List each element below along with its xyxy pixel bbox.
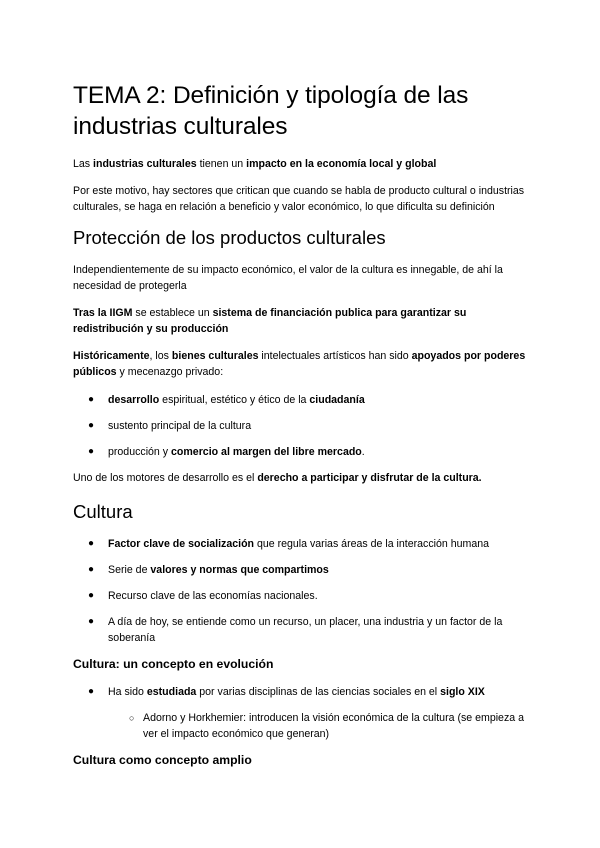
section2-bullet-list [73,536,533,646]
text-run: Uno de los motores de desarrollo es el [73,472,258,484]
section-heading-proteccion: Protección de los productos culturales [73,227,386,248]
list-item [73,444,533,460]
bold-text: bienes culturales [171,350,259,362]
bullet-icon: ● [88,616,95,627]
bullet-icon: ● [88,590,95,601]
text-run: . [361,446,365,458]
list-item [73,418,533,434]
sub-list-item [73,710,533,742]
text-run: , los [149,350,172,362]
sub1-bullet-list [73,684,533,700]
document-title: TEMA 2: Definición y tipología de las industrias culturales [73,82,469,140]
document-page [73,80,533,780]
bullet-icon: ● [88,686,95,697]
text-run: tienen un [196,158,247,170]
bullet-icon: ● [88,446,95,457]
text-run: y mecenazgo privado: [116,366,224,378]
text-run: Las [73,158,94,170]
bullet-icon: ● [88,420,95,431]
bold-text: apoyados por poderes públicos [73,350,526,378]
bold-text: valores y normas que compartimos [150,564,329,576]
section-heading-cultura: Cultura [73,501,133,522]
text-run: Adorno y Horkhemier: introducen la visión económica de la cultura (se empieza a ver el impacto económico que generan) [143,712,524,740]
subheading-concepto-evolucion: Cultura: un concepto en evolución [73,657,274,671]
section1-bullet-list [73,392,533,460]
sub1-subbullet-list [73,710,533,742]
text-run: Serie de [108,564,151,576]
section1-paragraph-3 [73,348,533,380]
text-run: espiritual, estético y ético de la [159,394,310,406]
list-item [73,614,533,646]
hollow-bullet-icon: ○ [129,713,135,723]
text-run: sustento principal de la cultura [108,420,252,432]
text-run: Recurso clave de las economías nacionales. [108,590,318,602]
bold-text: comercio al margen del libre mercado [171,446,362,458]
list-item [73,392,533,408]
bold-text: industrias culturales [93,158,197,170]
list-item [73,588,533,604]
bold-text: sistema de financiación publica para garantizar su redistribución y su producción [73,307,467,335]
bold-text: estudiada [146,686,197,698]
bullet-icon: ● [88,394,95,405]
section1-paragraph-1: Independientemente de su impacto económico, el valor de la cultura es innegable, de ahí la necesidad de protegerla [73,264,503,292]
bold-text: Tras la IIGM [73,307,133,319]
text-run: A día de hoy, se entiende como un recurso, un placer, una industria y un factor de la soberanía [108,616,503,644]
intro-paragraph-2: Por este motivo, hay sectores que critican que cuando se habla de producto cultural o industrias culturales, se haga en relación a beneficio y valor económico, lo que dificulta su definición [73,185,525,213]
bold-text: Factor clave de socialización [108,538,255,550]
bold-text: siglo XIX [440,686,485,698]
list-item [73,684,533,700]
text-run: producción y [108,446,172,458]
list-item [73,536,533,552]
bold-text: desarrollo [108,394,160,406]
section1-paragraph-4 [73,470,533,486]
bold-text: ciudadanía [309,394,365,406]
bold-text: impacto en la economía local y global [246,158,437,170]
bold-text: derecho a participar y disfrutar de la cultura. [257,472,482,484]
subheading-concepto-amplio: Cultura como concepto amplio [73,753,252,767]
text-run: que regula varias áreas de la interacción humana [254,538,490,550]
bold-text: Históricamente [73,350,150,362]
section1-paragraph-2 [73,305,533,337]
text-run: se establece un [132,307,213,319]
text-run: intelectuales artísticos han sido [258,350,412,362]
intro-paragraph-1 [73,156,533,172]
list-item [73,562,533,578]
text-run: por varias disciplinas de las ciencias sociales en el [196,686,441,698]
bullet-icon: ● [88,564,95,575]
text-run: Ha sido [108,686,147,698]
bullet-icon: ● [88,538,95,549]
